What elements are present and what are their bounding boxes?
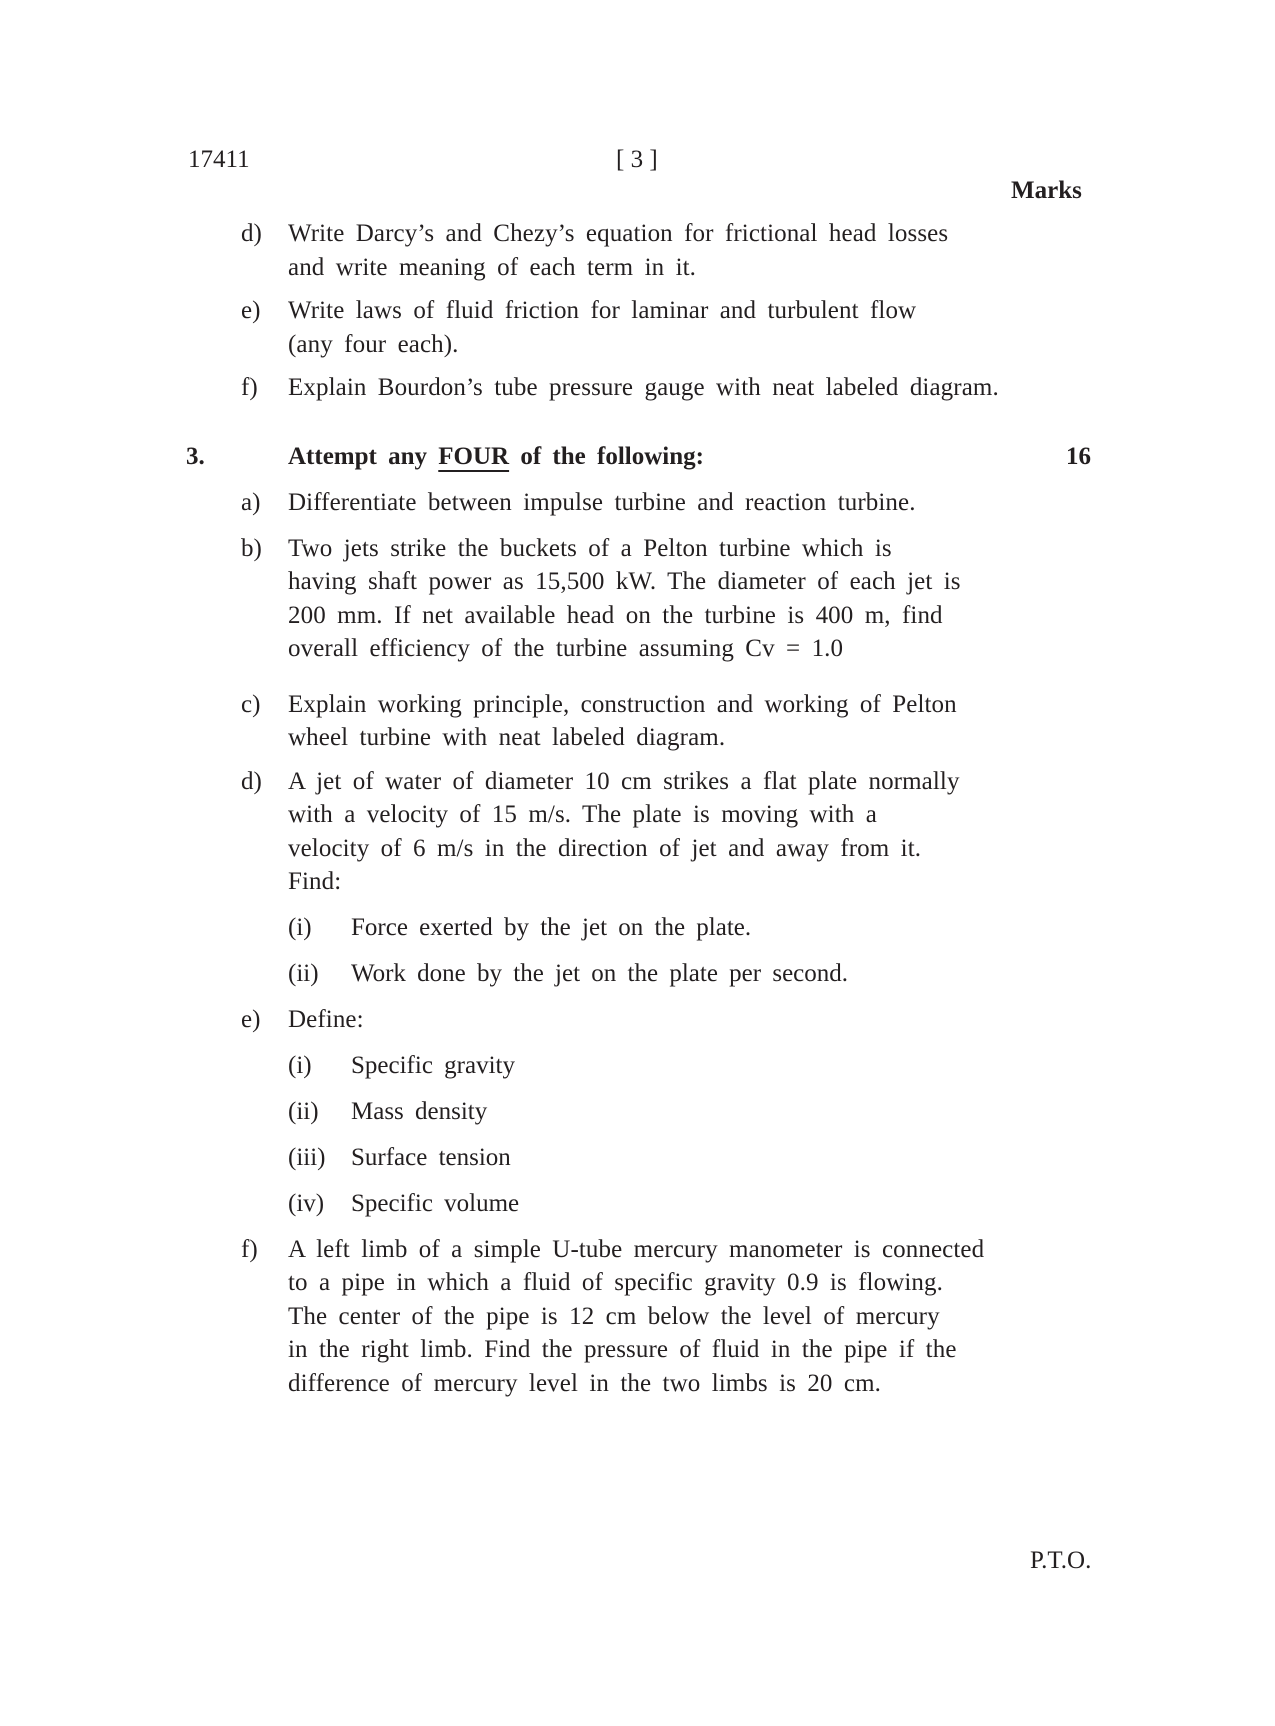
item-text-line: overall efficiency of the turbine assuming Cv = 1.0 xyxy=(288,635,844,662)
subitem-text: Mass density xyxy=(351,1098,488,1125)
item-text-line: 200 mm. If net available head on the turbine is 400 m, find xyxy=(288,602,943,629)
subitem-text: Work done by the jet on the plate per second. xyxy=(351,960,849,987)
item-label: f) xyxy=(241,1236,258,1263)
item-text-line: (any four each). xyxy=(288,331,459,358)
paper-code: 17411 xyxy=(188,146,250,173)
subitem-text: Surface tension xyxy=(351,1144,511,1171)
item-text-line: and write meaning of each term in it. xyxy=(288,254,697,281)
subitem-text: Specific volume xyxy=(351,1190,520,1217)
item-text-line: Explain Bourdon’s tube pressure gauge with neat labeled diagram. xyxy=(288,374,999,401)
subitem-label: (ii) xyxy=(288,1098,319,1125)
item-text-line: Explain working principle, construction and working of Pelton xyxy=(288,691,957,718)
page-number: [ 3 ] xyxy=(616,146,658,173)
item-text-line: in the right limb. Find the pressure of fluid in the pipe if the xyxy=(288,1336,957,1363)
item-text-line: velocity of 6 m/s in the direction of jet and away from it. xyxy=(288,835,922,862)
subitem-label: (iii) xyxy=(288,1144,326,1171)
item-text-line: Find: xyxy=(288,868,342,895)
instruction-prefix: Attempt any xyxy=(288,443,428,470)
item-label: e) xyxy=(241,297,261,324)
question-instruction xyxy=(288,443,704,471)
item-label: d) xyxy=(241,220,262,247)
item-text-line: Define: xyxy=(288,1006,364,1033)
subitem-label: (i) xyxy=(288,914,312,941)
subitem-label: (i) xyxy=(288,1052,312,1079)
item-text-line: Write laws of fluid friction for laminar and turbulent flow xyxy=(288,297,917,324)
please-turn-over: P.T.O. xyxy=(1030,1547,1092,1574)
item-text-line: Two jets strike the buckets of a Pelton turbine which is xyxy=(288,535,892,562)
item-text-line: Differentiate between impulse turbine and reaction turbine. xyxy=(288,489,916,516)
item-text-line: wheel turbine with neat labeled diagram. xyxy=(288,724,726,751)
item-label: c) xyxy=(241,691,261,718)
item-text-line: to a pipe in which a fluid of specific gravity 0.9 is flowing. xyxy=(288,1269,943,1296)
subitem-text: Force exerted by the jet on the plate. xyxy=(351,914,752,941)
item-text-line: A jet of water of diameter 10 cm strikes a flat plate normally xyxy=(288,768,960,795)
item-label: a) xyxy=(241,489,261,516)
subitem-label: (ii) xyxy=(288,960,319,987)
item-text-line: A left limb of a simple U-tube mercury manometer is connected xyxy=(288,1236,985,1263)
item-text-line: having shaft power as 15,500 kW. The diameter of each jet is xyxy=(288,568,961,595)
item-text-line: The center of the pipe is 12 cm below the level of mercury xyxy=(288,1303,940,1330)
item-text-line: difference of mercury level in the two limbs is 20 cm. xyxy=(288,1370,881,1397)
item-label: d) xyxy=(241,768,262,795)
item-label: f) xyxy=(241,374,258,401)
question-marks: 16 xyxy=(1066,443,1091,470)
item-label: e) xyxy=(241,1006,261,1033)
instruction-suffix: of the following: xyxy=(520,443,704,470)
item-text-line: Write Darcy’s and Chezy’s equation for frictional head losses xyxy=(288,220,949,247)
item-label: b) xyxy=(241,535,262,562)
marks-heading: Marks xyxy=(1011,177,1082,204)
subitem-text: Specific gravity xyxy=(351,1052,515,1079)
item-text-line: with a velocity of 15 m/s. The plate is moving with a xyxy=(288,801,877,828)
question-number: 3. xyxy=(186,443,205,470)
instruction-emphasis: FOUR xyxy=(438,443,510,470)
subitem-label: (iv) xyxy=(288,1190,325,1217)
